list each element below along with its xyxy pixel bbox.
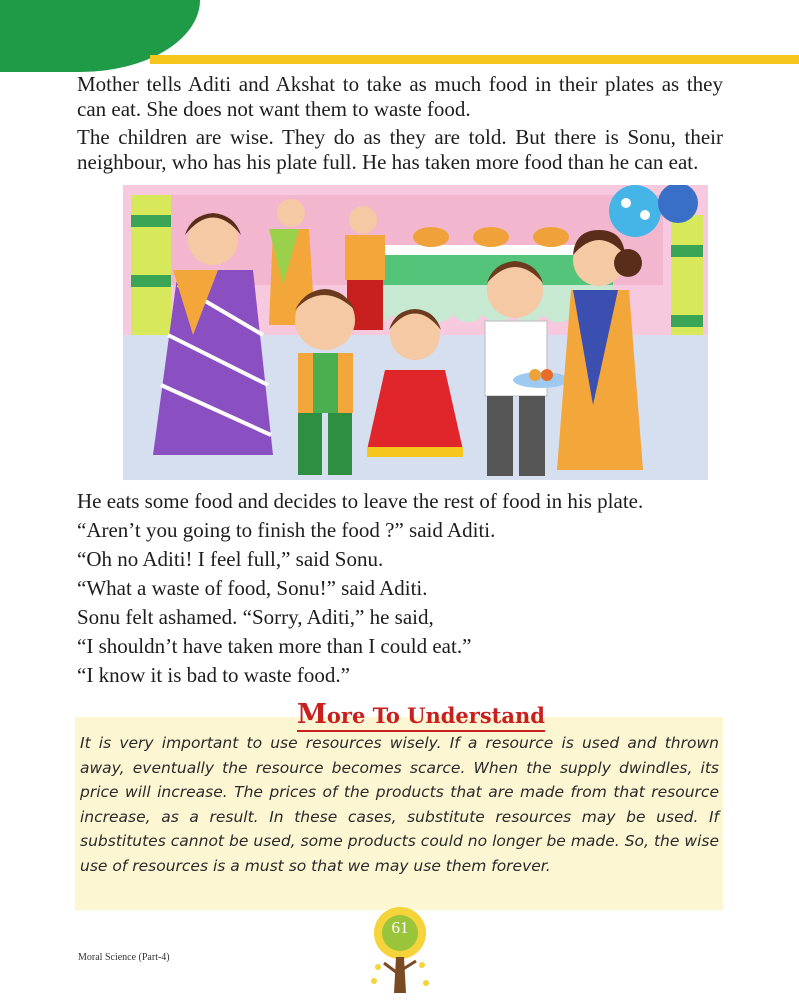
dialogue-line: Sonu felt ashamed. “Sorry, Aditi,” he said, [77,605,434,629]
page-number: 61 [391,918,409,937]
dialogue-line: “Oh no Aditi! I feel full,” said Sonu. [77,547,384,571]
dialogue-line: “Aren’t you going to finish the food ?” said Aditi. [77,518,496,542]
title-rest: ore To Understand [326,703,545,728]
story-paragraph-2: The children are wise. They do as they are told. But there is Sonu, their neighbour, who has his plate full. He has taken more food than he can eat. [77,125,723,174]
header-yellow-stripe [150,55,799,64]
story-paragraph-1: Mother tells Aditi and Akshat to take as much food in their plates as they can eat. She does not want them to waste food. [77,72,723,121]
story-dialogue [77,487,727,690]
dialogue-line: “I shouldn’t have taken more than I could eat.” [77,634,472,658]
dialogue-line: He eats some food and decides to leave the rest of food in his plate. [77,489,644,513]
party-illustration [123,185,708,480]
more-to-understand-title [297,699,545,732]
dialogue-line: “What a waste of food, Sonu!” said Aditi. [77,576,428,600]
more-to-understand-box [75,717,723,910]
more-to-understand-text: It is very important to use resources wisely. If a resource is used and thrown away, eventually the resource becomes scarce. When the supply dwindles, its price will increase. The prices of the products that are made from that resource increase, as a result. In these cases, substitute resources may be used. If substitutes cannot be used, some products could no longer be made. So, the wise use of resources is a must so that we may use them forever. [80,734,719,875]
book-title-footer: Moral Science (Part-4) [78,952,170,963]
dialogue-line: “I know it is bad to waste food.” [77,663,350,687]
title-initial: M [297,699,327,730]
